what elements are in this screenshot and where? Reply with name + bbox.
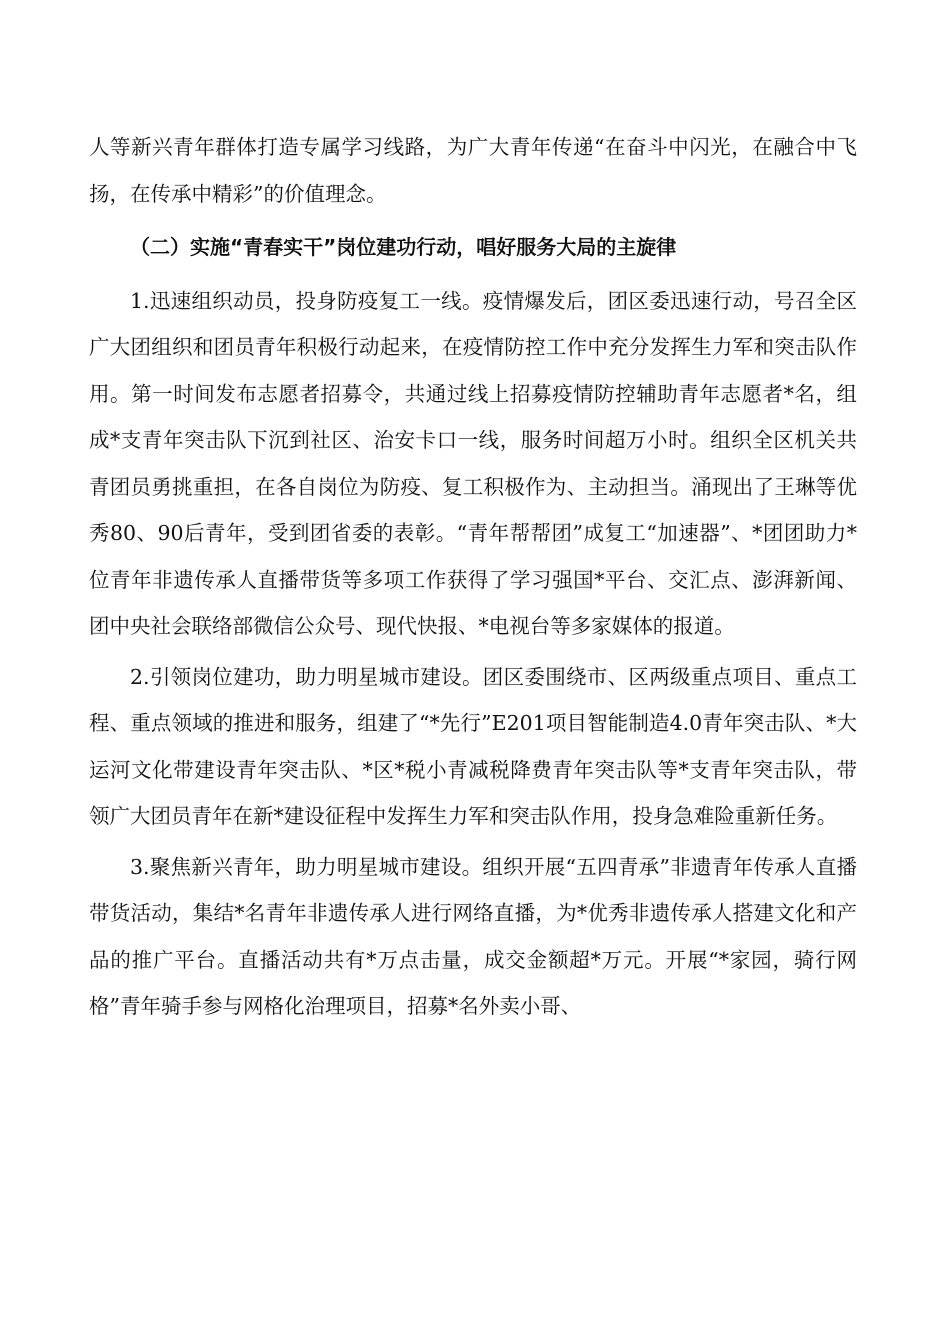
body-paragraph-2: 2.引领岗位建功，助力明星城市建设。团区委围绕市、区两级重点项目、重点工程、重点领域的推进和服务，组建了“*先行”E201项目智能制造4.0青年突击队、*大运河文化带建设青年突击队、*区*税小青减税降费青年突击队等*支青年突击队，带领广大团员青年在新*建设征程中发挥生力军和突击队作用，投身急难险重新任务。 (89, 664, 857, 828)
section-heading: （二）实施“青春实干”岗位建功行动，唱好服务大局的主旋律 (130, 235, 677, 259)
body-paragraph-1: 1.迅速组织动员，投身防疫复工一线。疫情爆发后，团区委迅速行动，号召全区广大团组织和团员青年积极行动起来，在疫情防控工作中充分发挥生力军和突击队作用。第一时间发布志愿者招募令，共通过线上招募疫情防控辅助青年志愿者*名，组成*支青年突击队下沉到社区、治安卡口一线，服务时间超万小时。组织全区机关共青团员勇挑重担，在各自岗位为防疫、复工积极作为、主动担当。涌现出了王琳等优秀80、90后青年，受到团省委的表彰。“青年帮帮团”成复工“加速器”、*团团助力*位青年非遗传承人直播带货等多项工作获得了学习强国*平台、交汇点、澎湃新闻、团中央社会联络部微信公众号、现代快报、*电视台等多家媒体的报道。 (89, 288, 857, 638)
document-body (89, 124, 857, 1030)
continuation-paragraph: 人等新兴青年群体打造专属学习线路，为广大青年传递“在奋斗中闪光，在融合中飞扬，在传承中精彩”的价值理念。 (89, 135, 857, 206)
body-paragraph-3: 3.聚焦新兴青年，助力明星城市建设。组织开展“五四青承”非遗青年传承人直播带货活动，集结*名青年非遗传承人进行网络直播，为*优秀非遗传承人搭建文化和产品的推广平台。直播活动共有*万点击量，成交金额超*万元。开展“*家园，骑行网格”青年骑手参与网格化治理项目，招募*名外卖小哥、 (89, 854, 857, 1018)
